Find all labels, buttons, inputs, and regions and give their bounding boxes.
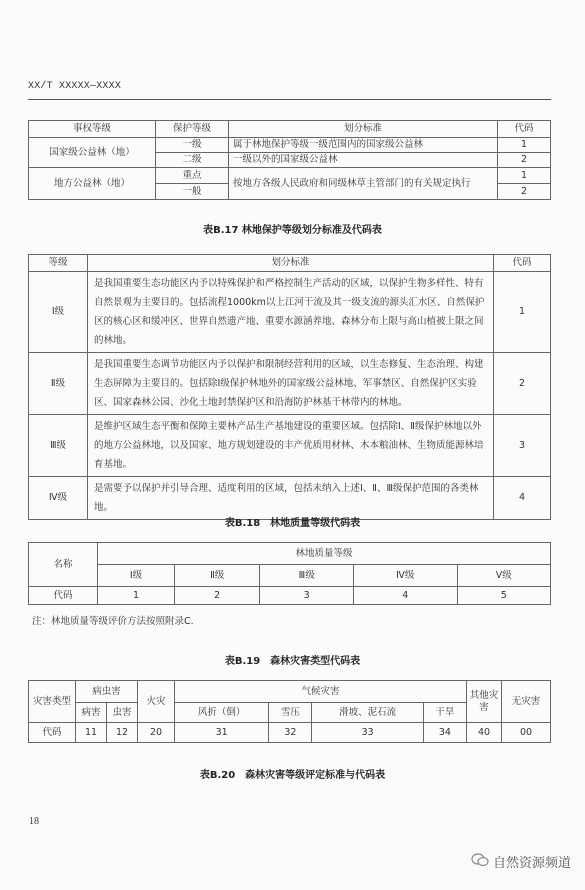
code-cell: 2	[494, 353, 551, 415]
protection-level-table	[28, 120, 551, 200]
code-cell: 2	[175, 587, 260, 605]
disaster-type-table	[28, 680, 551, 743]
sub-header: 风折（倒）	[175, 703, 269, 723]
table-caption: 表B.20 森林灾害等级评定标准与代码表	[199, 770, 386, 781]
level-cell: 重点	[156, 168, 229, 184]
standard-header: XX/T XXXXX—XXXX	[28, 81, 122, 92]
watermark	[471, 852, 571, 871]
level-cell: 一级	[156, 138, 229, 153]
quality-code-table	[28, 542, 551, 605]
code-cell: 31	[175, 723, 269, 743]
grade-cell: Ⅲ级	[29, 415, 88, 477]
level-header: Ⅰ级	[98, 565, 175, 587]
code-label: 代码	[29, 587, 98, 605]
col-header: 代码	[494, 255, 551, 272]
description-cell: 是维护区域生态平衡和保障主要林产品生产基地建设的重要区域。包括除Ⅰ、Ⅱ级保护林地以外的地方公益林地，以及国家、地方规划建设的丰产优质用材林、木本粮油林、生物质能源林培育基地。	[88, 415, 494, 477]
group-label: 地方公益林（地）	[29, 168, 156, 200]
grade-cell: Ⅱ级	[29, 353, 88, 415]
grade-cell: Ⅰ级	[29, 272, 88, 353]
col-header: 代码	[498, 121, 551, 138]
col-header: 等级	[29, 255, 88, 272]
code-cell: 00	[502, 723, 551, 743]
code-cell: 11	[76, 723, 107, 743]
code-cell: 4	[354, 587, 458, 605]
code-cell: 20	[138, 723, 175, 743]
code-cell: 32	[269, 723, 312, 743]
sub-header: 雪压	[269, 703, 312, 723]
sub-header: 滑坡、泥石流	[312, 703, 423, 723]
code-cell: 1	[498, 168, 551, 184]
grade-cell: Ⅳ级	[29, 477, 88, 520]
name-label: 名称	[29, 543, 98, 587]
code-cell: 5	[457, 587, 550, 605]
pest-header: 病虫害	[76, 681, 138, 703]
code-cell: 40	[467, 723, 502, 743]
code-cell: 4	[494, 477, 551, 520]
level-header: Ⅲ级	[260, 565, 354, 587]
table-caption: 表B.18 林地质量等级代码表	[224, 518, 361, 529]
level-header: Ⅴ级	[457, 565, 550, 587]
code-cell: 2	[498, 153, 551, 168]
table-note: 注：林地质量等级评价方法按照附录C.	[32, 616, 194, 627]
code-cell: 34	[423, 723, 466, 743]
code-cell: 12	[107, 723, 138, 743]
code-cell: 33	[312, 723, 423, 743]
code-cell: 2	[498, 184, 551, 200]
fire-header: 火灾	[138, 681, 175, 723]
description-cell: 是我国重要生态功能区内予以特殊保护和严格控制生产活动的区域，以保护生物多样性、特有自然景观为主要目的。包括流程1000km以上江河干流及其一级支流的源头汇水区、自然保护区的核心区和缓冲区、世界自然遗产地、重要水源涵养地、森林分布上限与高山植被上限之间的林地。	[88, 272, 494, 353]
description-cell: 是需要予以保护并引导合理、适度利用的区域，包括未纳入上述Ⅰ、Ⅱ、Ⅲ级保护范围的各类林地。	[88, 477, 494, 520]
group-header: 林地质量等级	[98, 543, 551, 565]
type-label: 灾害类型	[29, 681, 76, 723]
sub-header: 病害	[76, 703, 107, 723]
sub-header: 虫害	[107, 703, 138, 723]
table-caption: 表B.17 林地保护等级划分标准及代码表	[203, 225, 382, 236]
standard-cell: 一级以外的国家级公益林	[229, 153, 498, 168]
watermark-text: 自然资源频道	[492, 856, 571, 871]
col-header: 划分标准	[229, 121, 498, 138]
page-number: 18	[29, 816, 39, 827]
group-label: 国家级公益林（地）	[29, 138, 156, 168]
col-header: 保护等级	[156, 121, 229, 138]
level-cell: 二级	[156, 153, 229, 168]
table-caption: 表B.19 森林灾害类型代码表	[224, 656, 361, 667]
standard-cell: 属于林地保护等级一级范围内的国家级公益林	[229, 138, 498, 153]
standard-cell: 按地方各级人民政府和同级林草主管部门的有关规定执行	[229, 168, 498, 200]
climate-header: 气候灾害	[175, 681, 467, 703]
code-cell: 1	[98, 587, 175, 605]
level-cell: 一般	[156, 184, 229, 200]
description-cell: 是我国重要生态调节功能区内予以保护和限制经营利用的区域，以生态修复、生态治理、构建生态屏障为主要目的。包括除Ⅰ级保护林地外的国家级公益林地、军事禁区、自然保护区实验区、国家森林公园、沙化土地封禁保护区和沿海防护林基干林带内的林地。	[88, 353, 494, 415]
none-header: 无灾害	[502, 681, 551, 723]
header-rule	[28, 99, 551, 100]
col-header: 事权等级	[29, 121, 156, 138]
level-header: Ⅳ级	[354, 565, 458, 587]
code-cell: 3	[494, 415, 551, 477]
sub-header: 干旱	[423, 703, 466, 723]
code-cell: 3	[260, 587, 354, 605]
other-header: 其他灾害	[467, 681, 502, 723]
col-header: 划分标准	[88, 255, 494, 272]
wechat-icon	[471, 853, 489, 871]
code-cell: 1	[498, 138, 551, 153]
code-cell: 1	[494, 272, 551, 353]
code-label: 代码	[29, 723, 76, 743]
level-header: Ⅱ级	[175, 565, 260, 587]
forest-quality-table	[28, 254, 551, 520]
